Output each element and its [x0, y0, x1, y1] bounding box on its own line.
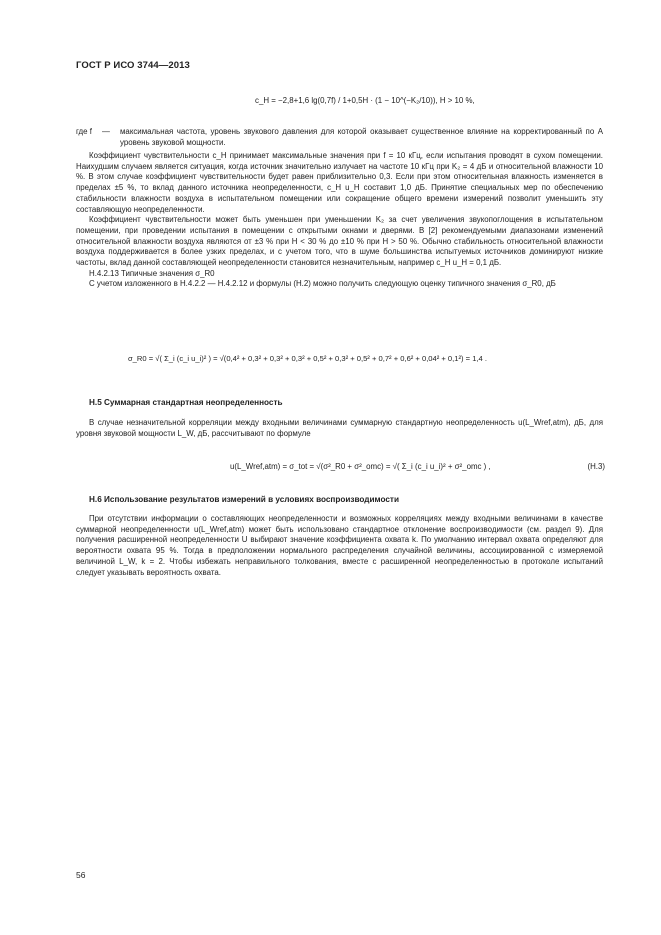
where-clause	[76, 127, 603, 149]
section-h6-text-block	[76, 514, 603, 578]
section-h5-text-block	[76, 418, 603, 439]
paragraph-block-1	[76, 151, 603, 290]
paragraph-sensitivity: Коэффициент чувствительности c_H принимает максимальные значения при f = 10 кГц, если испытания проводят в сухом помещении. Наихудшим случаем является ситуация, когда источник значительно излучает на частоте 10 кГц при K₂ = 4 дБ и относительной влажности 10 %. В этом случае коэффициент чувствительности будет равен приблизительно 0,3. Если при этом относительная влажность изменяется в пределах ±5 %, то вклад данного источника неопределенности, c_H u_H составит 1,0 дБ. Принятие специальных мер по обеспечению стабильности влажности воздуха в испытательном помещении или сокращение общего времени измерений позволит уменьшить эту составляющую неопределенности.	[76, 151, 603, 214]
page-number: 56	[76, 870, 86, 880]
where-label: где f	[76, 127, 92, 136]
where-text: максимальная частота, уровень звукового давления для которой оказывает существенное влияние на корректированный по A уровень звуковой мощности.	[120, 127, 603, 147]
paragraph-estimate: С учетом изложенного в Н.4.2.2 — Н.4.2.12 и формулы (Н.2) можно получить следующую оценку типичного значения σ_R0, дБ	[89, 279, 556, 289]
section-h6-text: При отсутствии информации о составляющих неопределенности и возможных корреляциях между входными величинами в качестве суммарной неопределенности u(L_Wref,atm) может быть использовано стандартное отклонение воспроизводимости (см. раздел 9). Для получения расширенной неопределенности U выбирают значение коэффициента охвата k. По умолчанию интервал охвата определяют для вероятности охвата 95 %. Тогда в предположении нормального распределения случайной величины, ассоциированной с измеряемой величиной L_W, k = 2. Чтобы избежать неправильного толкования, вместе с расширенной неопределенностью в протоколе испытаний следует указывать вероятность охвата.	[76, 514, 603, 577]
where-dash: —	[102, 127, 110, 136]
equation-number-h3: (Н.3)	[587, 462, 605, 471]
section-h5-text: В случае незначительной корреляции между входными величинами суммарную стандартную неопределенность u(L_Wref,atm), дБ, для уровня звуковой мощности L_W, дБ, рассчитывают по формуле	[76, 418, 603, 438]
paragraph-typical-title: Н.4.2.13 Типичные значения σ_R0	[89, 268, 215, 278]
section-h5-heading: Н.5 Суммарная стандартная неопределенность	[89, 398, 283, 407]
formula-h3: u(L_Wref,atm) = σ_tot = √(σ²_R0 + σ²_omc) = √( Σ_i (c_i u_i)² + σ²_omc ) ,	[230, 462, 491, 471]
formula-sigma-r0: σ_R0 = √( Σ_i (c_i u_i)² ) = √(0,4² + 0,3² + 0,3² + 0,3² + 0,5² + 0,3² + 0,5² + 0,7² + 0,6² + 0,04² + 0,1²) = 1,4 .	[128, 354, 487, 363]
section-h6-heading: Н.6 Использование результатов измерений в условиях воспроизводимости	[89, 495, 399, 504]
formula-ch: c_H = −2,8+1,6 lg(0,7f) / 1+0,5H · (1 − 10^(−K₂/10)), H > 10 %,	[255, 96, 475, 105]
paragraph-reduction: Коэффициент чувствительности может быть уменьшен при уменьшении K₂ за счет увеличения звукопоглощения в испытательном помещении, при проведении испытания в помещении с открытыми окнами и дверями. В [2] рекомендуемыми диапазонами изменений относительной влажности воздуха являются от ±3 % при H < 30 % до ±10 % при H > 50 %. Обычно стабильность относительной влажности воздуха поддерживается в более узких пределах, и с учетом того, что в шуме большинства испытуемых источников доминируют низкие частоты, вклад данной составляющей неопределенности становится незначительным, например c_H u_H = 0,1 дБ.	[76, 215, 603, 268]
document-header: ГОСТ Р ИСО 3744—2013	[76, 60, 190, 71]
